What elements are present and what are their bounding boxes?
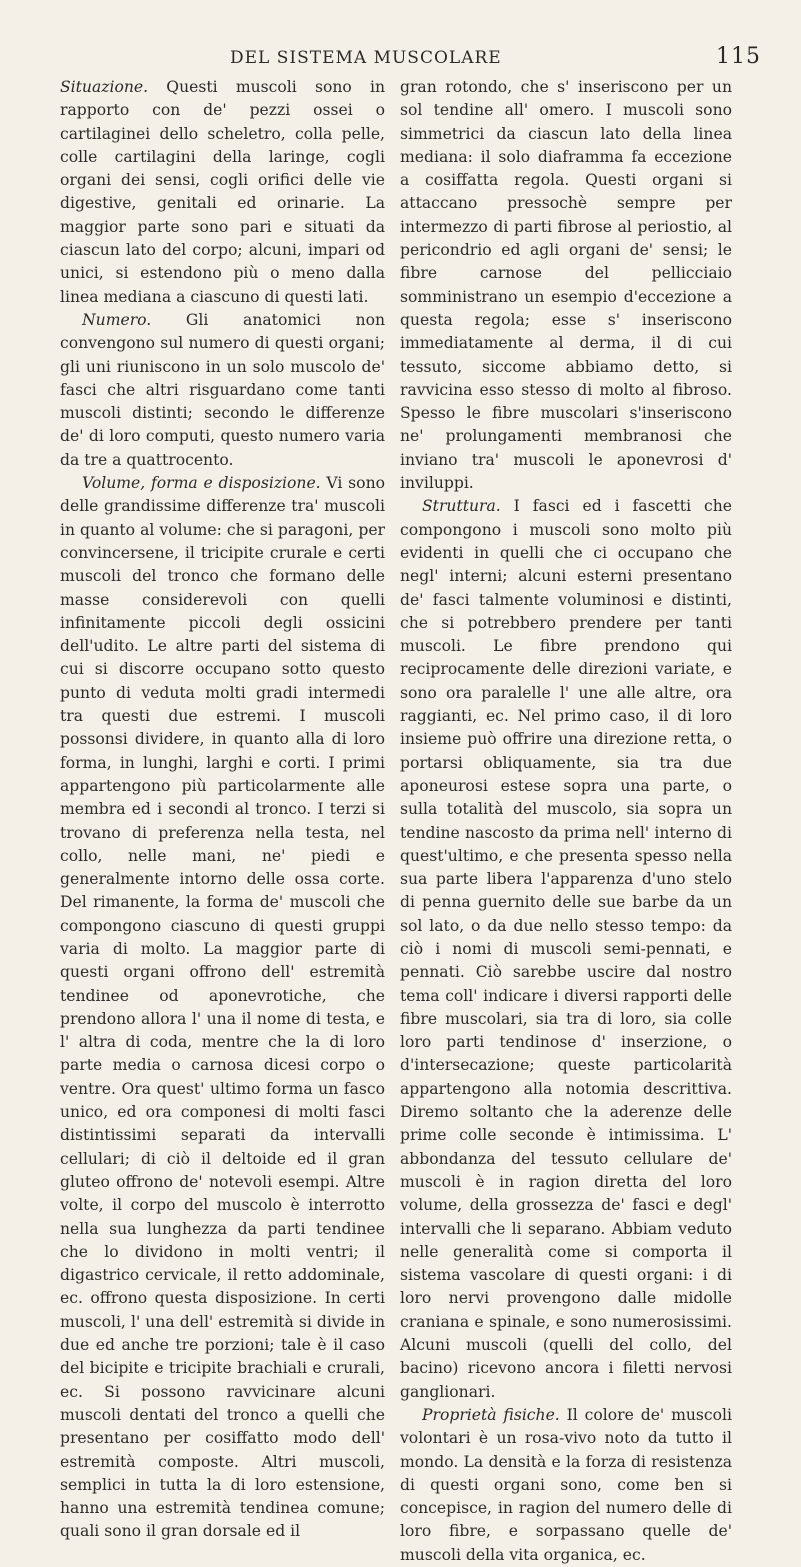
section-heading: Volume, forma e disposizione.	[82, 474, 321, 493]
paragraph-numero	[60, 309, 385, 472]
paragraph-text: Vi sono delle grandissime differenze tra' muscoli in quanto al volume: che si paragoni, per convincersene, il tricipite crurale e certi muscoli del tronco che formano delle masse considerevoli con quelli infinitamente piccoli degli ossicini dell'udito. Le altre parti del sistema di cui si discorre occupano sotto questo punto di veduta molti gradi intermedi tra questi due estremi. I muscoli possonsi dividere, in quanto alla di loro forma, in lunghi, larghi e corti. I primi appartengono più particolarmente alle membra ed i secondi al tronco. I terzi si trovano di preferenza nella testa, nel collo, nelle mani, ne' piedi e generalmente intorno delle ossa corte. Del rimanente, la forma de' muscoli che compongono ciascuno di questi gruppi varia di molto. La maggior parte di questi organi offrono dell' estremità tendinee od aponevrotiche, che prendono allora l' una il nome di testa, e l' altra di coda, mentre che la di loro parte media o carnosa dicesi corpo o ventre. Ora quest' ultimo forma un fasco unico, ed ora componesi di molti fasci distintissimi separati da intervalli cellulari; di ciò il deltoide ed il gran gluteo offrono de' notevoli esempi. Altre volte, il corpo del muscolo è interrotto nella sua lunghezza da parti tendinee che lo dividono in molti ventri; il digastrico cervicale, il retto addominale, ec. offrono questa disposizione. In certi muscoli, l' una dell' estremità si divide in due ed anche tre porzioni; tale è il caso del bicipite e tricipite brachiali e crurali, ec. Si possono ravvicinare alcuni muscoli dentati del tronco a quelli che presentano per cosiffatto modo dell' estremità composte. Altri muscoli, semplici in tutta la di loro estensione, hanno una estremità tendinea comune; quali sono il gran dorsale ed il	[60, 474, 385, 1541]
left-column	[60, 76, 385, 1544]
paragraph-text: Questi muscoli sono in rapporto con de' pezzi ossei o cartilaginei dello scheletro, colla pelle, colle cartilagini della laringe, cogli organi dei sensi, cogli orifici delle vie digestive, genitali ed orinarie. La maggior parte sono pari e situati da ciascun lato del corpo; alcuni, impari od unici, si estendono più o meno dalla linea mediana a ciascuno di questi lati.	[60, 78, 385, 306]
paragraph-proprieta	[400, 1404, 732, 1567]
section-heading: Situazione.	[60, 78, 149, 96]
paragraph-text: Gli anatomici non convengono sul numero di questi organi; gli uni riuniscono in un solo muscolo de' fasci che altri risguardano come tanti muscoli distinti; secondo le differenze de' di loro computi, questo numero varia da tre a quattrocento.	[60, 310, 385, 469]
right-column	[400, 76, 732, 1567]
paragraph-struttura	[400, 495, 732, 1404]
page-number: 115	[716, 44, 761, 69]
paragraph-volume	[60, 472, 385, 1544]
paragraph-text: Il colore de' muscoli volontari è un rosa-vivo noto da tutto il mondo. La densità e la forza di resistenza di questi organi sono, come ben si concepisce, in ragion del numero delle di loro fibre, e sorpassano quelle de' muscoli della vita organica, ec.	[400, 1405, 732, 1564]
paragraph-text: gran rotondo, che s' inseriscono per un sol tendine all' omero. I muscoli sono simmetrici da ciascun lato della linea mediana: il solo diaframma fa eccezione a cosiffatta regola. Questi organi si attaccano pressochè sempre per intermezzo di parti fibrose al periostio, al pericondrio ed agli organi de' sensi; le fibre carnose del pellicciaio somministrano un esempio d'eccezione a questa regola; esse s' inseriscono immediatamente al derma, il di cui tessuto, siccome abbiamo detto, si ravvicina esso stesso di molto al fibroso. Spesso le fibre muscolari s'inseriscono ne' prolungamenti membranosi che inviano tra' muscoli le aponevrosi d' inviluppi.	[400, 78, 732, 493]
paragraph-situazione	[60, 76, 385, 309]
section-heading: Numero.	[82, 310, 152, 329]
section-heading: Proprietà fisiche.	[422, 1405, 560, 1424]
paragraph-continuation	[400, 76, 732, 495]
section-heading: Struttura.	[422, 497, 501, 516]
paragraph-text: I fasci ed i fascetti che compongono i muscoli sono molto più evidenti in quelli che ci occupano che negl' interni; alcuni esterni presentano de' fasci talmente voluminosi e distinti, che si potrebbero prendere per tanti muscoli. Le fibre prendono qui reciprocamente delle direzioni variate, e sono ora paralelle l' une alle altre, ora raggianti, ec. Nel primo caso, il di loro insieme può offrire una direzione retta, o portarsi obliquamente, sia tra due aponeurosi estese sopra una parte, o sulla totalità del muscolo, sia sopra un tendine nascosto da prima nell' interno di quest'ultimo, e che presenta spesso nella sua parte libera l'apparenza d'uno stelo di penna guernito delle sue barbe da un sol lato, o da due nello stesso tempo: da ciò i nomi di muscoli semi-pennati, e pennati. Ciò sarebbe uscire dal nostro tema coll' indicare i diversi rapporti delle fibre muscolari, sia tra di loro, sia colle loro parti tendinose d' inserzione, o d'intersecazione; queste particolarità appartengono alla notomia descrittiva. Diremo soltanto che la aderenze delle prime colle seconde è intimissima. L' abbondanza del tessuto cellulare de' muscoli è in ragion diretta del loro volume, della grossezza de' fasci e degl' intervalli che li separano. Abbiam veduto nelle generalità come si comporta il sistema vascolare di questi organi: i di loro nervi provengono dalle midolle craniana e spinale, e sono numerosissimi. Alcuni muscoli (quelli del collo, del bacino) ricevono ancora i filetti nervosi ganglionari.	[400, 497, 732, 1401]
page-header	[55, 40, 761, 70]
running-title: DEL SISTEMA MUSCOLARE	[230, 48, 502, 68]
